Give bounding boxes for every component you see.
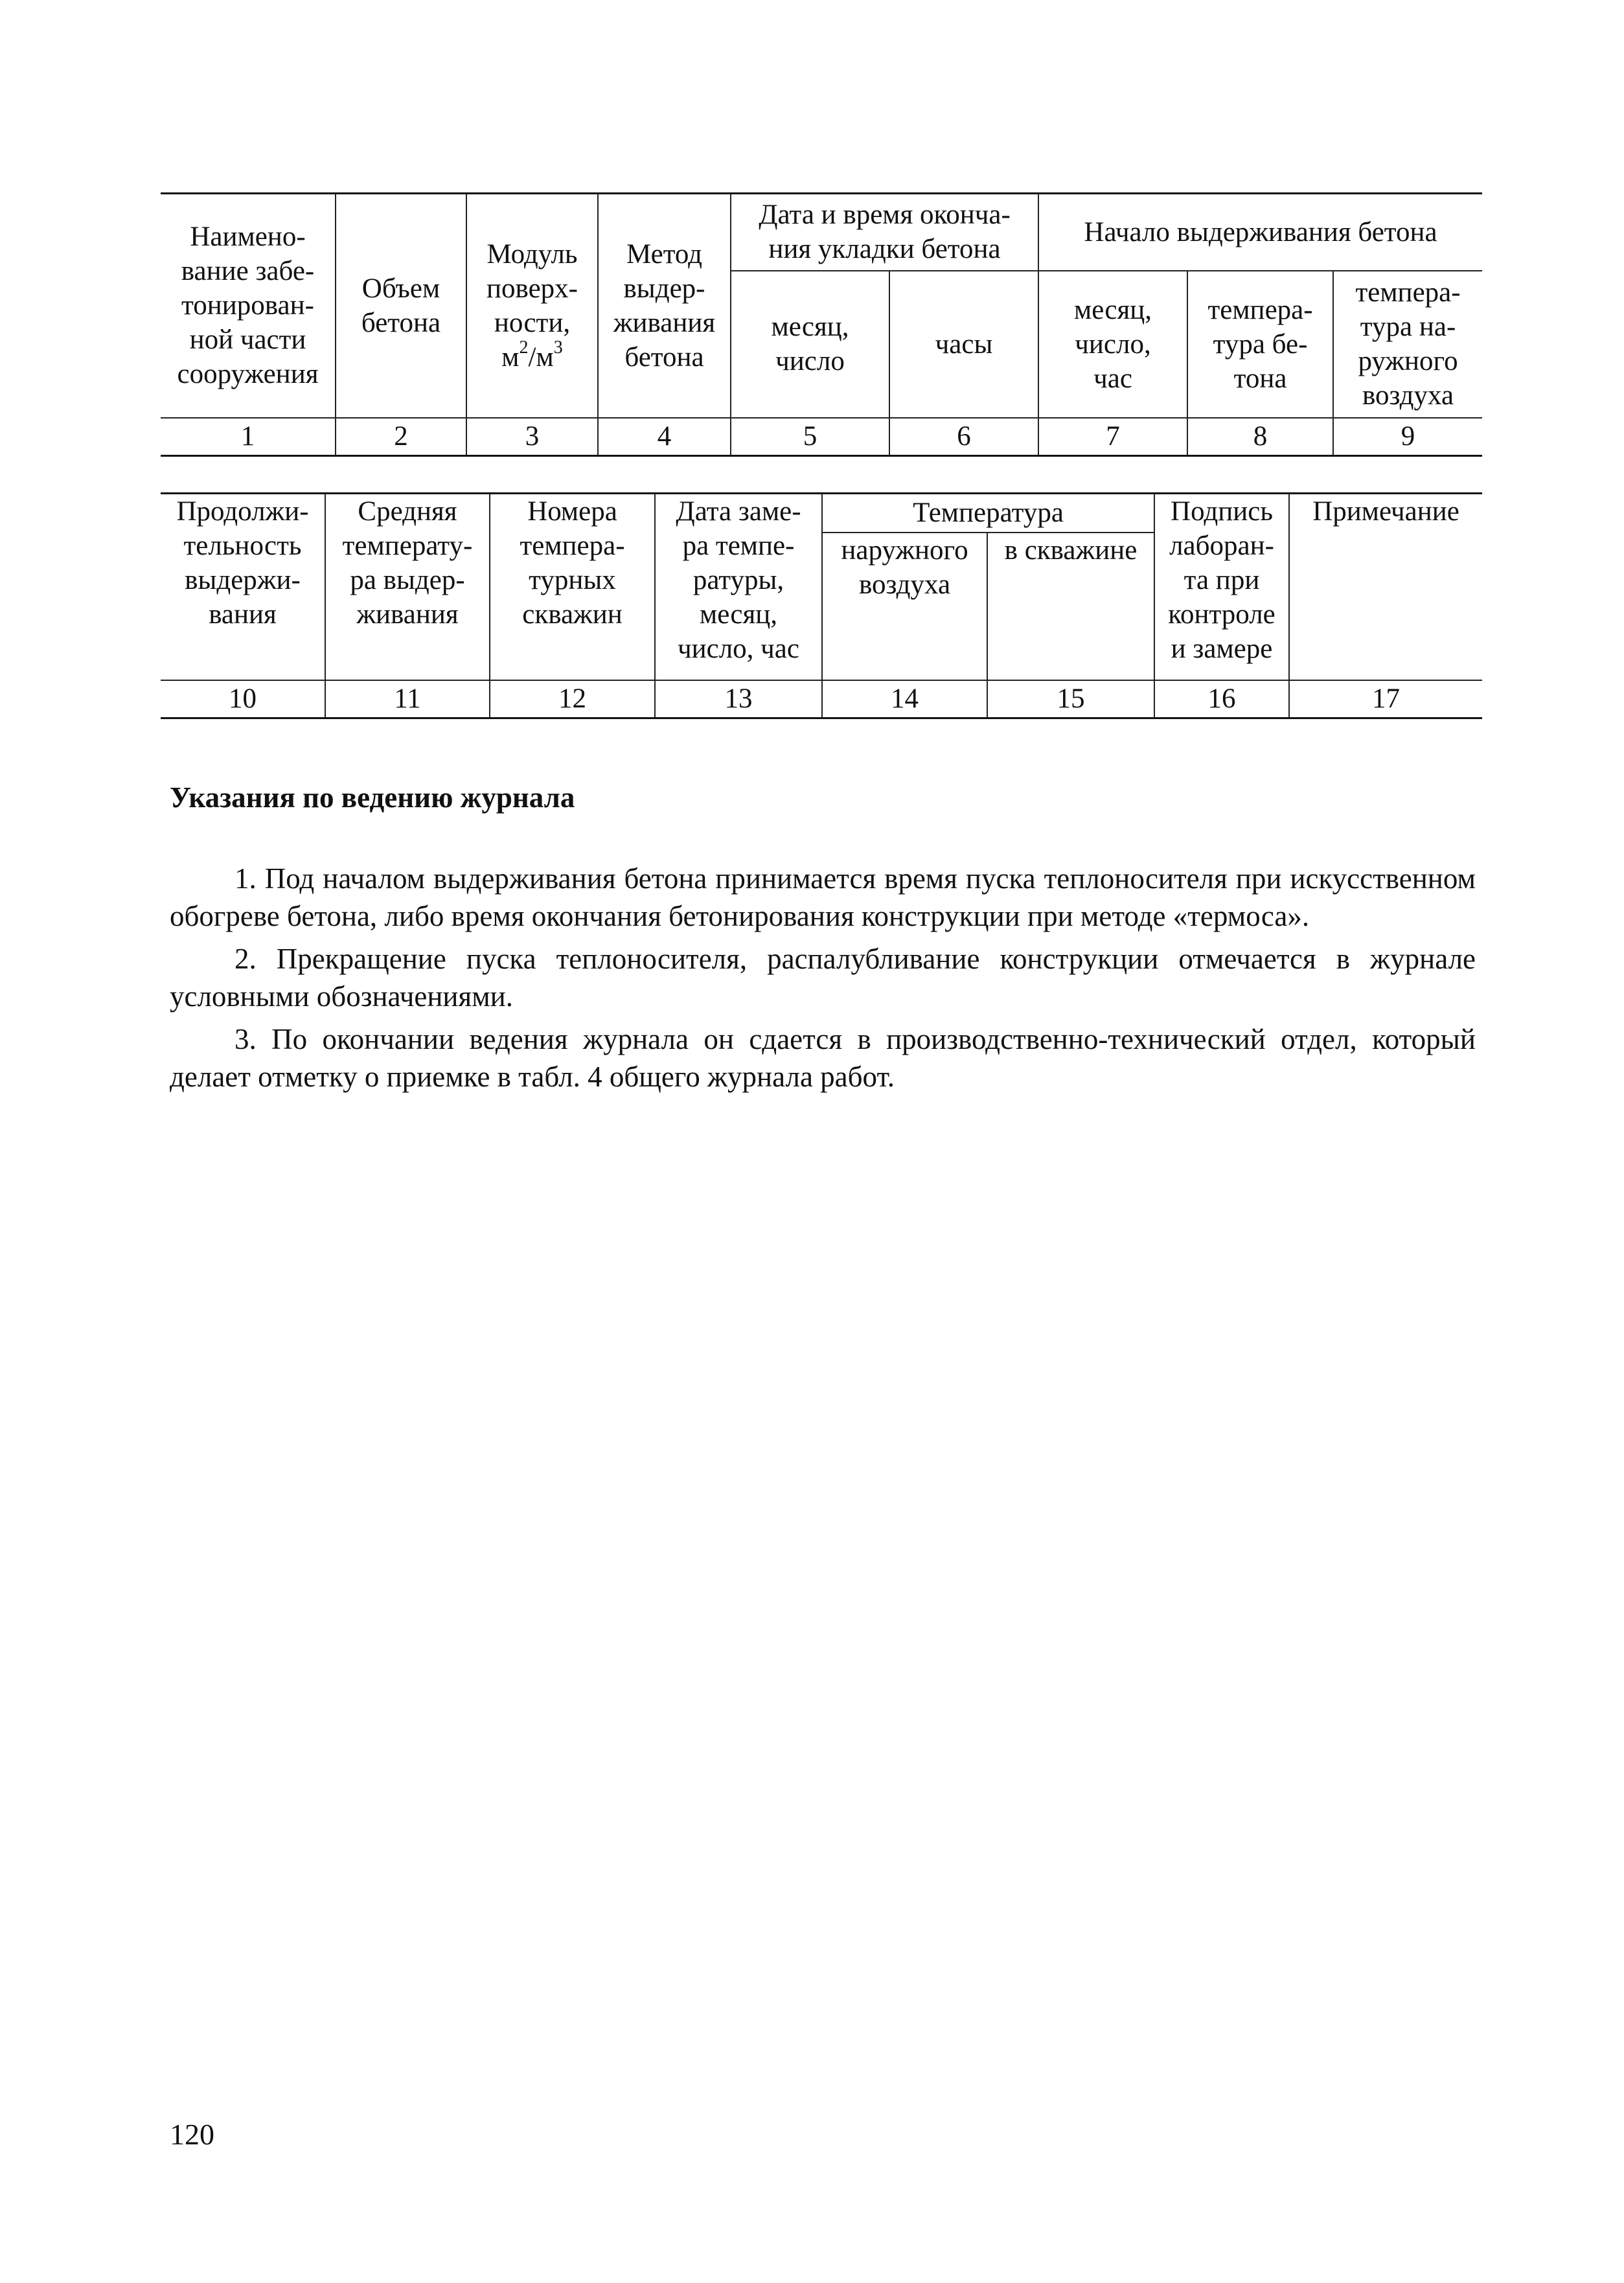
page-number: 120 bbox=[170, 2118, 214, 2151]
header-name-of-structure-part: Наимено- вание забе- тонирован- ной части сооружения bbox=[161, 194, 336, 418]
column-number: 4 bbox=[598, 418, 731, 456]
header-temperature: Температура bbox=[822, 494, 1154, 533]
column-number: 13 bbox=[655, 680, 822, 718]
column-number: 5 bbox=[731, 418, 889, 456]
column-numbers-row bbox=[161, 418, 1482, 456]
column-number: 14 bbox=[822, 680, 987, 718]
column-number: 7 bbox=[1038, 418, 1187, 456]
journal-table-part-1 bbox=[161, 192, 1482, 457]
instruction-item: 2. Прекращение пуска теплоносителя, распалубливание конструкции отмечается в журнале условными обозначениями. bbox=[170, 943, 1476, 1013]
column-number: 8 bbox=[1187, 418, 1333, 456]
surface-modulus-unit: $м^2/м^3$ bbox=[501, 338, 563, 373]
header-note: Примечание bbox=[1289, 494, 1482, 680]
column-number: 12 bbox=[490, 680, 655, 718]
header-curing-start: Начало выдерживания бетона bbox=[1038, 194, 1482, 271]
column-number: 9 bbox=[1333, 418, 1482, 456]
header-month-day: месяц, число bbox=[731, 271, 889, 418]
journal-table-part-2 bbox=[161, 492, 1482, 719]
header-curing-method: Метод выдер- живания бетона bbox=[598, 194, 731, 418]
header-lab-signature: Подпись лаборан- та при контроле и замере bbox=[1154, 494, 1289, 680]
instruction-item: 1. Под началом выдерживания бетона принимается время пуска теплоносителя при искусственном обогреве бетона, либо время окончания бетонирования конструкции при методе «термоса». bbox=[170, 862, 1476, 932]
column-number: 3 bbox=[466, 418, 598, 456]
column-number: 10 bbox=[161, 680, 325, 718]
column-number: 6 bbox=[889, 418, 1038, 456]
column-number: 1 bbox=[161, 418, 336, 456]
header-outdoor-temperature: темпера- тура на- ружного воздуха bbox=[1333, 271, 1482, 418]
surface-modulus-label: Модуль поверх- ности, bbox=[486, 238, 578, 338]
column-number: 16 bbox=[1154, 680, 1289, 718]
header-month-day-hour: месяц, число, час bbox=[1038, 271, 1187, 418]
instruction-item: 3. По окончании ведения журнала он сдается в производственно-технический отдел, который делает отметку о приемке в табл. 4 общего журнала работ. bbox=[170, 1023, 1476, 1093]
header-temperature-well-numbers: Номера темпера- турных скважин bbox=[490, 494, 655, 680]
column-number: 2 bbox=[336, 418, 466, 456]
header-measurement-date: Дата заме- ра темпе- ратуры, месяц, число, час bbox=[655, 494, 822, 680]
header-hours: часы bbox=[889, 271, 1038, 418]
column-numbers-row bbox=[161, 680, 1482, 718]
column-number: 15 bbox=[987, 680, 1154, 718]
header-outdoor-air: наружного воздуха bbox=[822, 533, 987, 680]
header-pouring-end-datetime: Дата и время оконча- ния укладки бетона bbox=[731, 194, 1038, 271]
header-curing-duration: Продолжи- тельность выдержи- вания bbox=[161, 494, 325, 680]
instructions-heading: Указания по ведению журнала bbox=[170, 781, 575, 814]
instructions-list bbox=[170, 860, 1476, 1101]
header-concrete-volume: Объем бетона bbox=[336, 194, 466, 418]
header-in-well: в скважине bbox=[987, 533, 1154, 680]
header-surface-modulus bbox=[466, 194, 598, 418]
header-concrete-temperature: темпера- тура бе- тона bbox=[1187, 271, 1333, 418]
header-average-curing-temperature: Средняя температу- ра выдер- живания bbox=[325, 494, 490, 680]
column-number: 17 bbox=[1289, 680, 1482, 718]
column-number: 11 bbox=[325, 680, 490, 718]
